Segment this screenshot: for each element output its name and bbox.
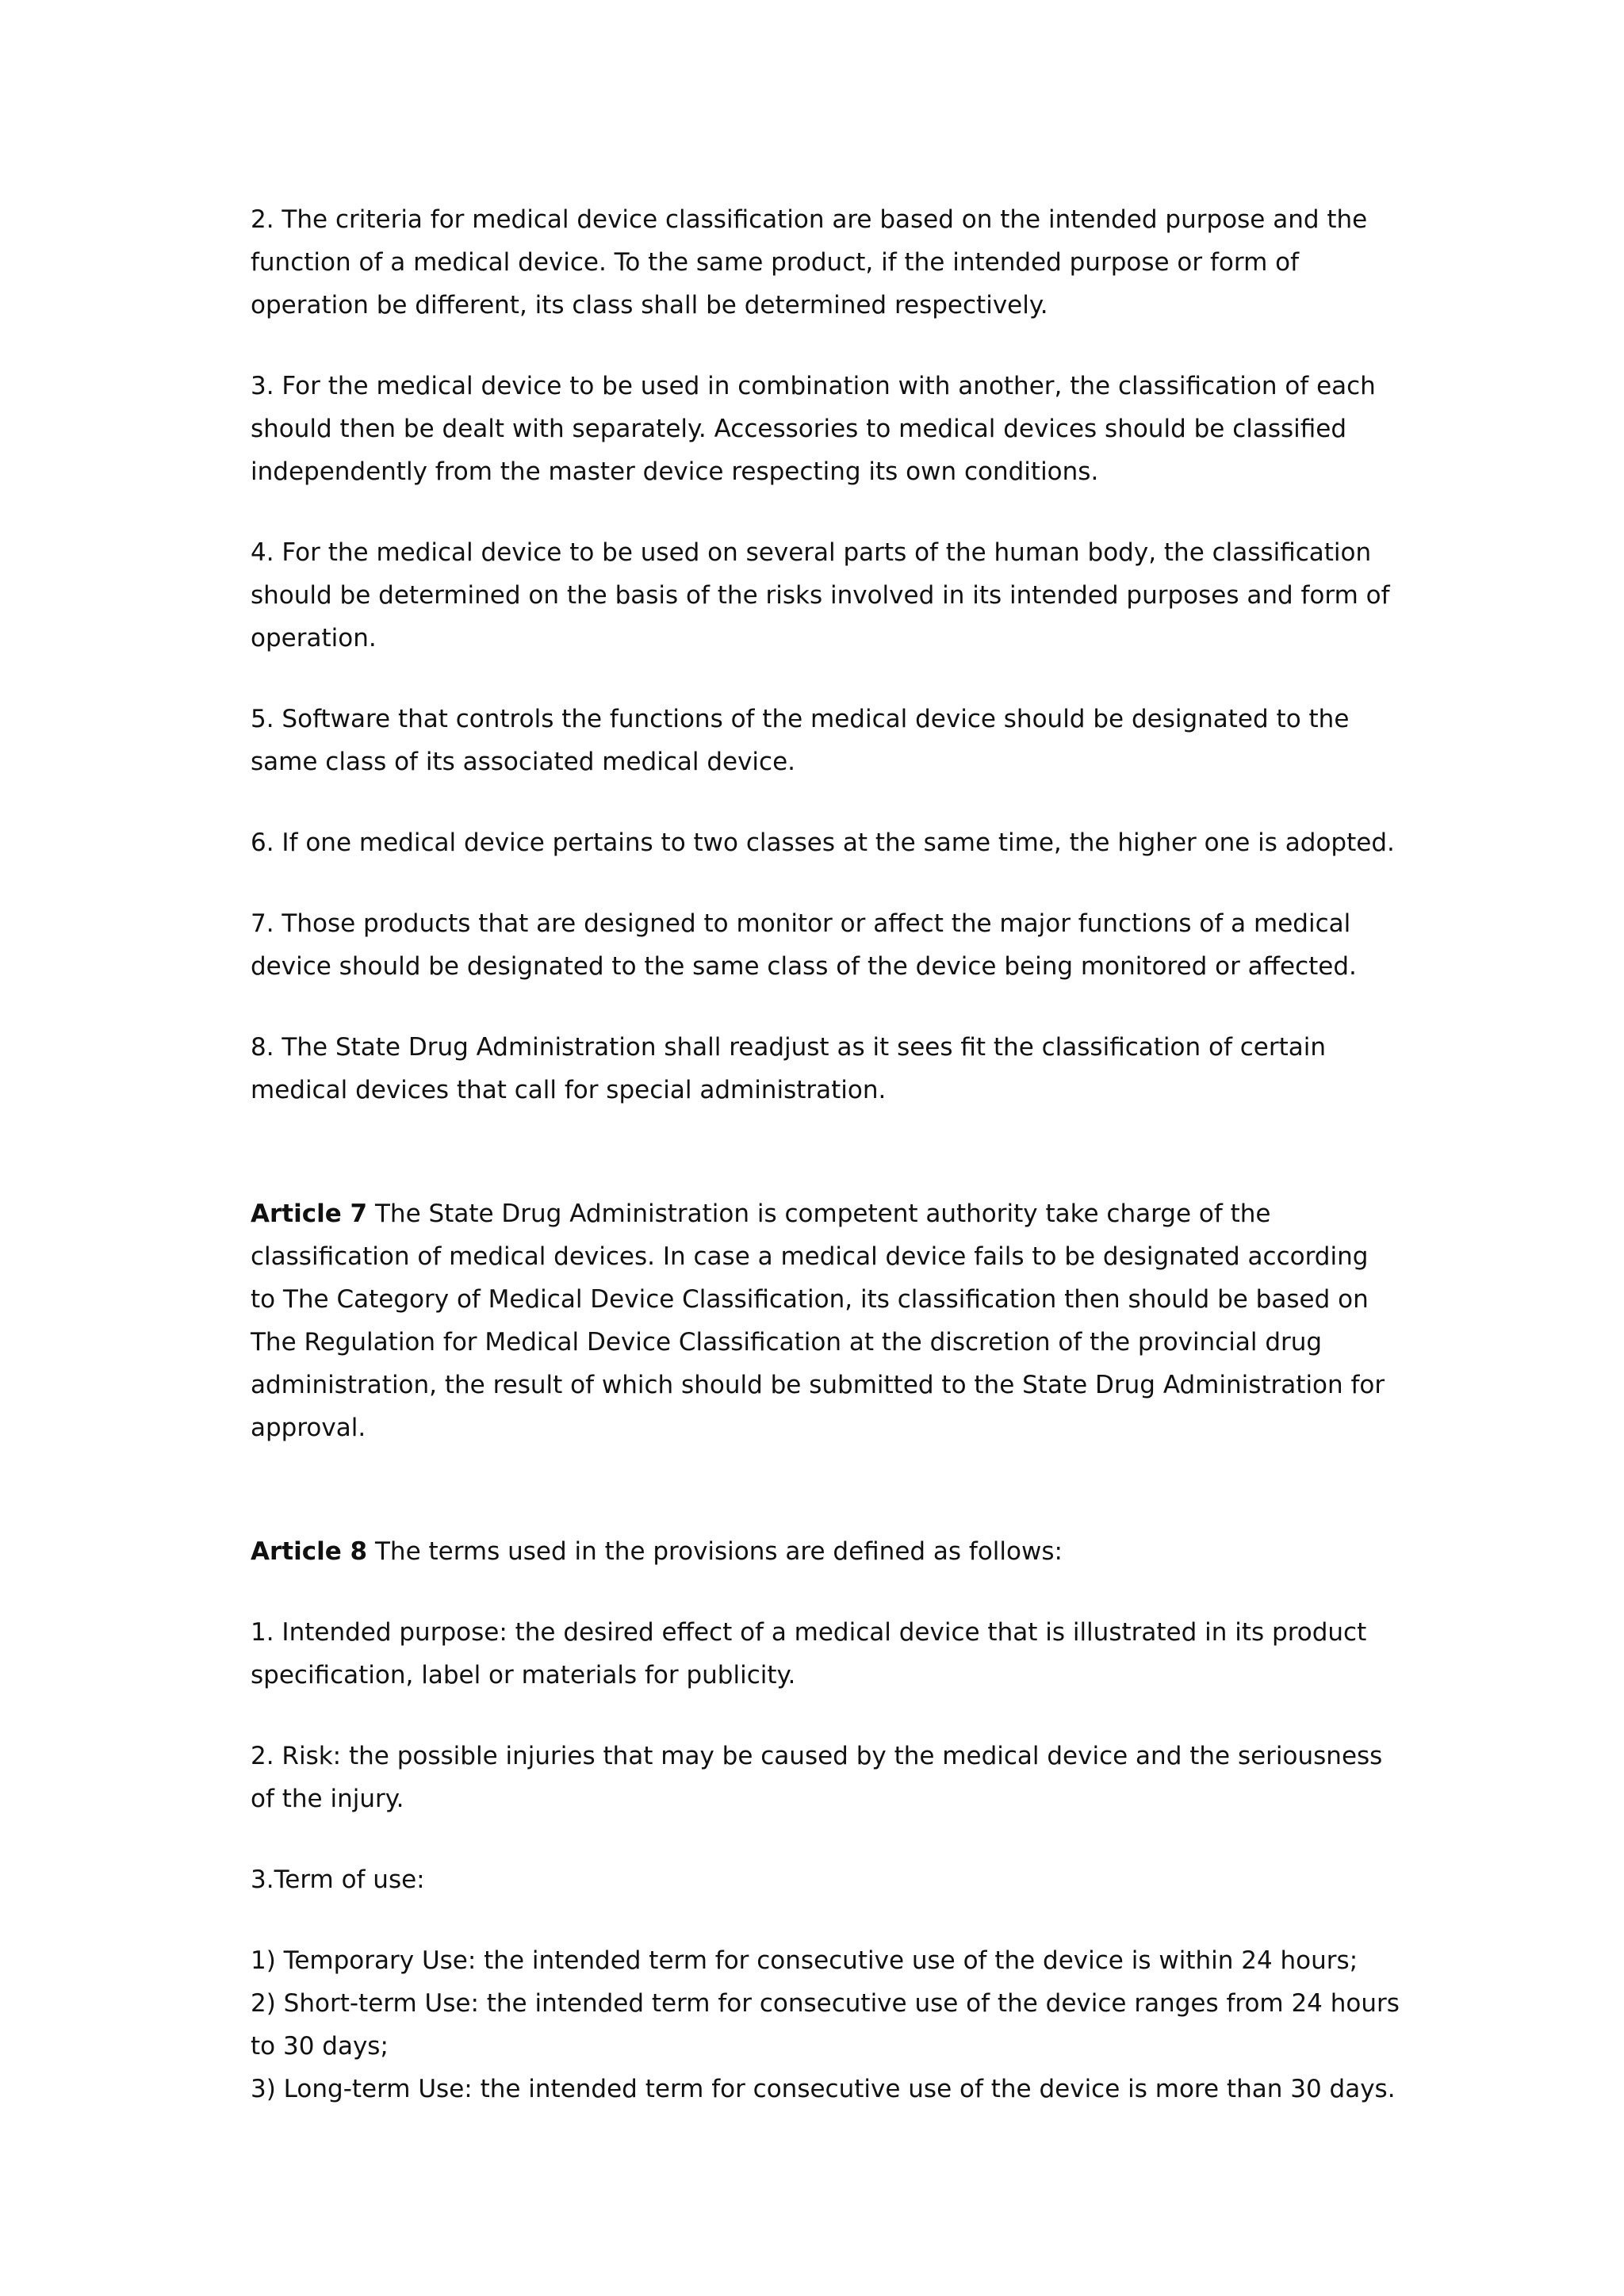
article-8-heading: Article 8 (251, 1537, 368, 1566)
definition-risk: 2. Risk: the possible injuries that may be caused by the medical device and the seriousness of the injury. (251, 1742, 1383, 1813)
definition-intended-purpose: 1. Intended purpose: the desired effect of a medical device that is illustrated in its product specification, label or materials for publicity. (251, 1618, 1367, 1689)
rule-paragraph-7: 7. Those products that are designed to monitor or affect the major functions of a medical device should be designated to the same class of the device being monitored or affected. (251, 909, 1357, 981)
document-page (251, 198, 1400, 2110)
definition-term-of-use: 3.Term of use: (251, 1866, 425, 1894)
article-8-text: The terms used in the provisions are defined as follows: (367, 1537, 1063, 1566)
rule-paragraph-3: 3. For the medical device to be used in combination with another, the classification of each should then be dealt with separately. Accessories to medical devices should be classified independently from the master device respecting its own conditions. (251, 372, 1376, 486)
article-7-paragraph (251, 1192, 1400, 1449)
rule-paragraph-2: 2. The criteria for medical device classification are based on the intended purpose and the function of a medical device. To the same product, if the intended purpose or form of operation be different, its class shall be determined respectively. (251, 205, 1368, 320)
rule-paragraph-8: 8. The State Drug Administration shall readjust as it sees fit the classification of certain medical devices that call for special administration. (251, 1033, 1327, 1104)
article-7-text: The State Drug Administration is competent authority take charge of the classification of medical devices. In case a medical device fails to be designated according to The Category of Medical Device Classification, its classification then should be based on The Regulation for Medical Device Classification at the discretion of the provincial drug administration, the result of which should be submitted to the State Drug Administration for approval. (251, 1200, 1385, 1442)
term-item-short-term: 2) Short-term Use: the intended term for consecutive use of the device ranges from 24 hours to 30 days; (251, 1989, 1400, 2061)
article-8-paragraph (251, 1530, 1400, 1573)
rule-paragraph-4: 4. For the medical device to be used on several parts of the human body, the classification should be determined on the basis of the risks involved in its intended purposes and form of operation. (251, 538, 1390, 652)
rule-paragraph-6: 6. If one medical device pertains to two classes at the same time, the higher one is adopted. (251, 828, 1395, 857)
term-item-temporary: 1) Temporary Use: the intended term for consecutive use of the device is within 24 hours; (251, 1946, 1358, 1975)
article-7-heading: Article 7 (251, 1200, 368, 1228)
term-item-long-term: 3) Long-term Use: the intended term for consecutive use of the device is more than 30 days. (251, 2075, 1396, 2103)
rule-paragraph-5: 5. Software that controls the functions of the medical device should be designated to the same class of its associated medical device. (251, 705, 1350, 776)
